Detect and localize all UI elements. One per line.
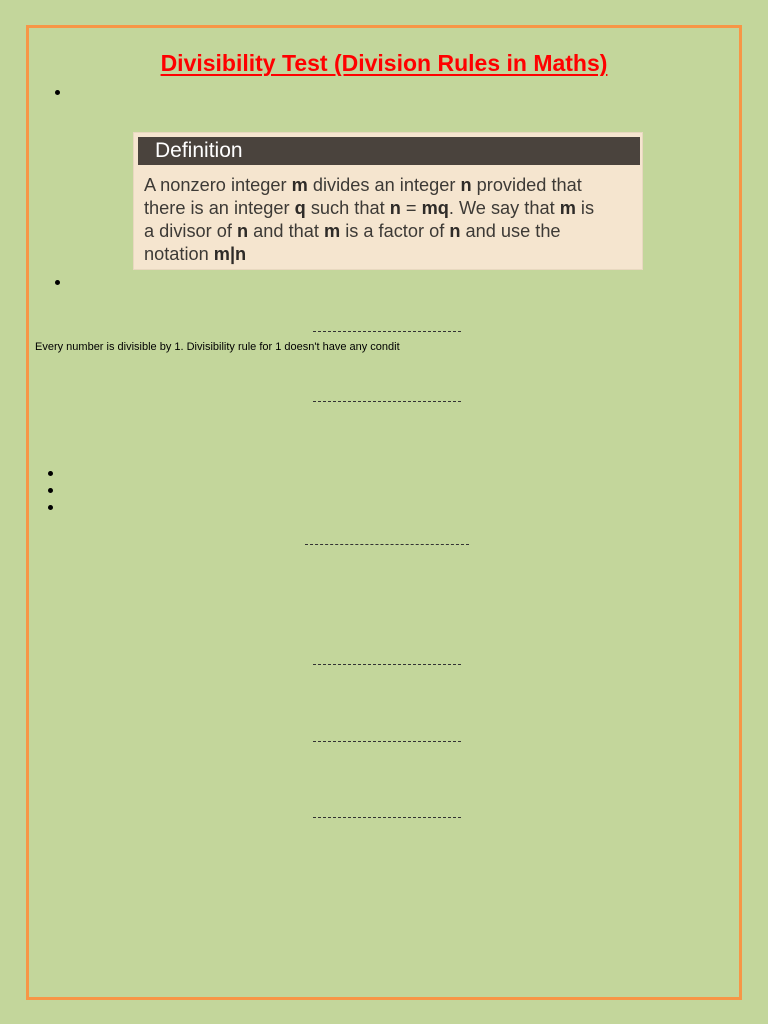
definition-variable: n (460, 175, 472, 195)
bullet-point (55, 90, 60, 95)
bullet-point (48, 471, 53, 476)
divisibility-rule-1-text: Every number is divisible by 1. Divisibility rule for 1 doesn't have any condit (35, 341, 400, 353)
definition-fragment: . We say that (448, 198, 560, 218)
definition-fragment: and use the (460, 221, 561, 241)
definition-fragment: provided that (471, 175, 582, 195)
definition-fragment: divides an integer (307, 175, 461, 195)
definition-variable: m (323, 221, 341, 241)
definition-variable: n (237, 221, 249, 241)
bullet-point (48, 505, 53, 510)
definition-fragment: a divisor of (144, 221, 237, 241)
definition-text (144, 174, 640, 266)
definition-fragment: notation (144, 244, 214, 264)
definition-fragment: and that (248, 221, 324, 241)
definition-line (144, 197, 640, 220)
definition-fragment: is a factor of (340, 221, 450, 241)
definition-fragment: there is an integer (144, 198, 295, 218)
bullet-point (48, 488, 53, 493)
dotted-separator (313, 331, 461, 332)
dotted-separator (313, 817, 461, 818)
definition-variable: m (559, 198, 576, 218)
definition-box (133, 132, 643, 270)
page-title: Divisibility Test (Division Rules in Maths) (160, 50, 608, 76)
dotted-separator (313, 664, 461, 665)
dotted-separator (313, 741, 461, 742)
definition-fragment: such that (305, 198, 390, 218)
definition-variable: mq (421, 198, 449, 218)
definition-line (144, 174, 640, 197)
definition-variable: m (291, 175, 308, 195)
definition-variable: m|n (213, 244, 247, 264)
definition-fragment: A nonzero integer (144, 175, 292, 195)
definition-line (144, 220, 640, 243)
definition-heading: Definition (138, 137, 640, 165)
bullet-point (55, 280, 60, 285)
definition-fragment: = (400, 198, 422, 218)
definition-variable: n (389, 198, 401, 218)
definition-variable: q (294, 198, 306, 218)
definition-line (144, 243, 640, 266)
dotted-separator (313, 401, 461, 402)
definition-variable: n (449, 221, 461, 241)
dotted-separator (305, 544, 469, 545)
definition-fragment: is (575, 198, 595, 218)
